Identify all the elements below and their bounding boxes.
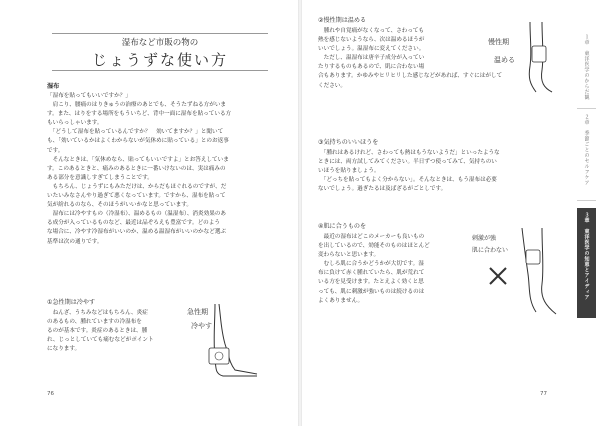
leg-warm-illustration <box>486 22 558 94</box>
point1-heading: ①急性期は冷やす <box>47 299 96 306</box>
chapter-title-box <box>52 33 268 71</box>
tab-chapter-3[interactable] <box>577 208 596 318</box>
point1-line: るのが基本です。炎症のあるときは、腫 <box>47 328 148 335</box>
intro-line: す。このあるときと、痛みのあるときに一番いけないのは、実は痛みの <box>47 165 226 172</box>
page-number-left: 76 <box>47 391 54 397</box>
point1-text <box>47 309 154 354</box>
leg-irritation-illustration <box>470 228 560 318</box>
illus3-label-top: 刺激が強 <box>472 235 497 242</box>
intro-line: もちろん、じょうずにもみただけは、からだもほぐれるのですが、だ <box>47 183 227 190</box>
intro-line: 肩こり、腰痛のはりきゅうの治療のあとでも、そうたずねる方がいま <box>47 102 227 109</box>
point3-line: 「どっちを貼ってもよく分からない」。そんなときは、もう湿布は必要 <box>318 177 497 184</box>
point2-line: 熱を感じないようなら、次は温めるほうが <box>318 37 425 44</box>
intro-line: そんなときは、「気休めなら、貼ってもいいですよ」とお答えしていま <box>47 156 229 163</box>
intro-line: 「湿布を貼ってもいいですか？」 <box>47 93 131 99</box>
point2-line: ください。 <box>318 82 346 89</box>
point3-heading: ③気持ちのいいほうを <box>318 139 379 146</box>
section-heading: 湿布 <box>47 83 60 90</box>
point1-line: ねんざ、うちみなどはもちろん、炎症 <box>47 310 148 316</box>
intro-text <box>47 92 231 247</box>
point2-line: たりするものもあるので、肌に合わない場 <box>318 64 425 71</box>
intro-line: もいらっしゃいます。 <box>47 120 103 127</box>
tab-chapter-1[interactable] <box>577 30 596 109</box>
intro-line: 基準は次の通りです。 <box>47 238 103 245</box>
point3-line: ときには、両方試してみてください。半日ずつ使ってみて、気持ちのい <box>318 159 497 166</box>
intro-line: です。 <box>47 147 64 154</box>
illus2-label-top: 慢性期 <box>488 38 509 46</box>
point4-line: を出しているので、効能そのものはほとんど <box>318 243 430 250</box>
point1-line: になります。 <box>47 346 81 353</box>
page-number-right: 77 <box>540 391 547 397</box>
intro-line: いたいみなさんやり過ぎて悪くなっています。ですから、湿布を貼って <box>47 193 226 200</box>
point1-line: れ、じっとしていても痛むなどがポイント <box>47 337 154 344</box>
point4-line: っても、肌に刺激が強いものは続けるのは <box>318 288 425 295</box>
tab-chapter-3-label: ３章 東洋医学の知恵とアイディア <box>583 212 590 300</box>
point3-line: 「腫れはあるけれど、さわっても熱はもうないようだ」といったような <box>318 150 500 156</box>
intro-line: 気が紛れるのなら、そのほうがいいかなと思っています。 <box>47 202 192 209</box>
point4-line: よくありません。 <box>318 297 364 304</box>
title-subtitle: 湿布など市販の物の <box>121 38 199 48</box>
tab-chapter-2-label: ２章 季節ごとのセルフケア <box>583 114 590 186</box>
point2-line: 腫れや自覚痛がなくなって、さわっても <box>318 28 425 34</box>
point1-line: のあるもの、腫れていますの冷湿布を <box>47 319 142 326</box>
book-gutter <box>298 0 302 426</box>
point2-text <box>318 27 502 91</box>
point2-line: いいでしょう。温湿布に変えてください。 <box>318 46 425 53</box>
point2-heading: ②慢性期は温める <box>318 17 367 24</box>
intro-line: る成分が入っているものなど、最近は品ぞろえも豊富です。どのよう <box>47 220 220 227</box>
illus3-label-bottom: 肌に合わない <box>472 247 509 254</box>
illus-label-bottom: 冷やす <box>191 322 212 330</box>
point2-line: 合もあります。かゆみやヒリヒリした感じなどがあれば、すぐにはがして <box>318 73 503 80</box>
intro-line: な場合に、冷やす冷湿布がいいのか、温める温湿布がいいのかなど選ぶ <box>47 229 227 236</box>
intro-line: も、「効いているかはよくわからないが気休めに貼っている」とのお返事 <box>47 138 229 145</box>
point4-line: 最近の湿布はどこのメーカーも良いもの <box>318 234 425 240</box>
tab-chapter-1-label: １章 東洋医学のからだ観 <box>583 34 590 100</box>
intro-line: す。また、はりをする場所をもういちど、背中一面に湿布を貼っている方 <box>47 111 232 118</box>
point3-line: ないでしょう。過ぎたるは及ばざるがごとしです。 <box>318 186 447 193</box>
point4-line: いる方を見受けます。たとえよく効くと思 <box>318 279 424 286</box>
point3-text <box>318 149 500 194</box>
point4-heading: ④肌に合うものを <box>318 223 367 230</box>
point2-line: ただし、温湿布は唐辛子成分が入ってい <box>318 55 425 62</box>
illus-label-top: 急性期 <box>187 308 208 316</box>
point4-text <box>318 233 430 306</box>
intro-line: 「どうして湿布を貼っているんですか？ 効いてますか？」と聞いて <box>47 129 224 136</box>
point4-line: 変わらないと思います。 <box>318 252 380 259</box>
leg-ice-illustration <box>185 300 265 380</box>
tab-chapter-2[interactable] <box>577 110 596 201</box>
intro-line: ある部分を意識しすぎてしまうことです。 <box>47 174 153 181</box>
point3-line: いほうを貼りましょう。 <box>318 168 380 175</box>
title-main: じょうずな使い方 <box>91 51 228 69</box>
point4-line: むしろ肌に合うかどうかが大切です。湿 <box>318 261 424 268</box>
illus2-label-bottom: 温める <box>494 56 515 64</box>
point4-line: 布に負けて赤く腫れていたら、肌が荒れて <box>318 270 425 277</box>
intro-line: 湿布には冷やすもの（冷湿布）、温めるもの（温湿布）、消炎効果のあ <box>47 211 226 218</box>
